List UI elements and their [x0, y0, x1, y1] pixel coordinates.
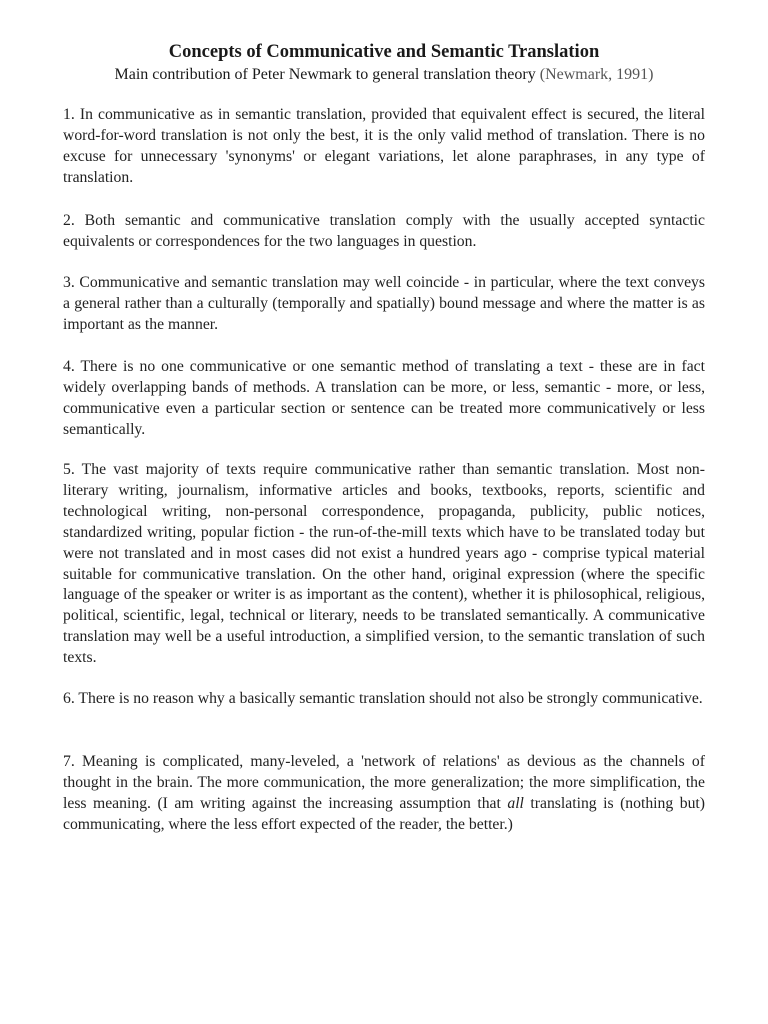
- paragraph-7-emphasis: all: [507, 794, 524, 812]
- paragraph-7: [63, 752, 705, 836]
- paragraph-2: 2. Both semantic and communicative translation comply with the usually accepted syntactic equivalents or correspondences for the two languages in question.: [63, 212, 705, 250]
- subtitle-text: Main contribution of Peter Newmark to general translation theory: [114, 66, 540, 83]
- paragraph-1: 1. In communicative as in semantic translation, provided that equivalent effect is secured, the literal word-for-word translation is not only the best, it is the only valid method of translation. There is no excuse for unnecessary 'synonyms' or elegant variations, let alone paraphrases, in any type of translation.: [63, 106, 705, 186]
- paragraph-3: 3. Communicative and semantic translation may well coincide - in particular, where the text conveys a general rather than a culturally (temporally and spatially) bound message and where the matter is as important as the manner.: [63, 274, 705, 333]
- page-subtitle: [0, 65, 768, 85]
- paragraph-4: 4. There is no one communicative or one semantic method of translating a text - these are in fact widely overlapping bands of methods. A translation can be more, or less, semantic - more, or less, communicative even a particular section or sentence can be treated more communicatively or less semantically.: [63, 358, 705, 438]
- page-title: Concepts of Communicative and Semantic Translation: [168, 42, 600, 62]
- paragraph-5: 5. The vast majority of texts require communicative rather than semantic translation. Most non-literary writing, journalism, informative articles and books, textbooks, reports, scientific and technological writing, non-personal correspondence, propaganda, publicity, public notices, standardized writing, popular fiction - the run-of-the-mill texts which have to be translated today but were not translated and in most cases did not exist a hundred years ago - comprise typical material suitable for communicative translation. On the other hand, original expression (where the specific language of the speaker or writer is as important as the content), whether it is philosophical, religious, political, scientific, legal, technical or literary, needs to be translated semantically. A communicative translation may well be a useful introduction, a simplified version, to the semantic translation of such texts.: [63, 461, 705, 667]
- paragraph-7-text-start: 7. Meaning is complicated, many-leveled, a 'network of relations' as devious as the channels of thought in the brain. The more communication, the more generalization; the more simplification, the less meaning. (I am writing against the increasing assumption that: [63, 753, 705, 812]
- subtitle-citation: (Newmark, 1991): [539, 66, 654, 83]
- paragraph-7-text-end: translating is (nothing but) communicating, where the less effort expected of the reader, the better.): [63, 794, 705, 833]
- paragraph-6: 6. There is no reason why a basically semantic translation should not also be strongly communicative.: [63, 690, 703, 707]
